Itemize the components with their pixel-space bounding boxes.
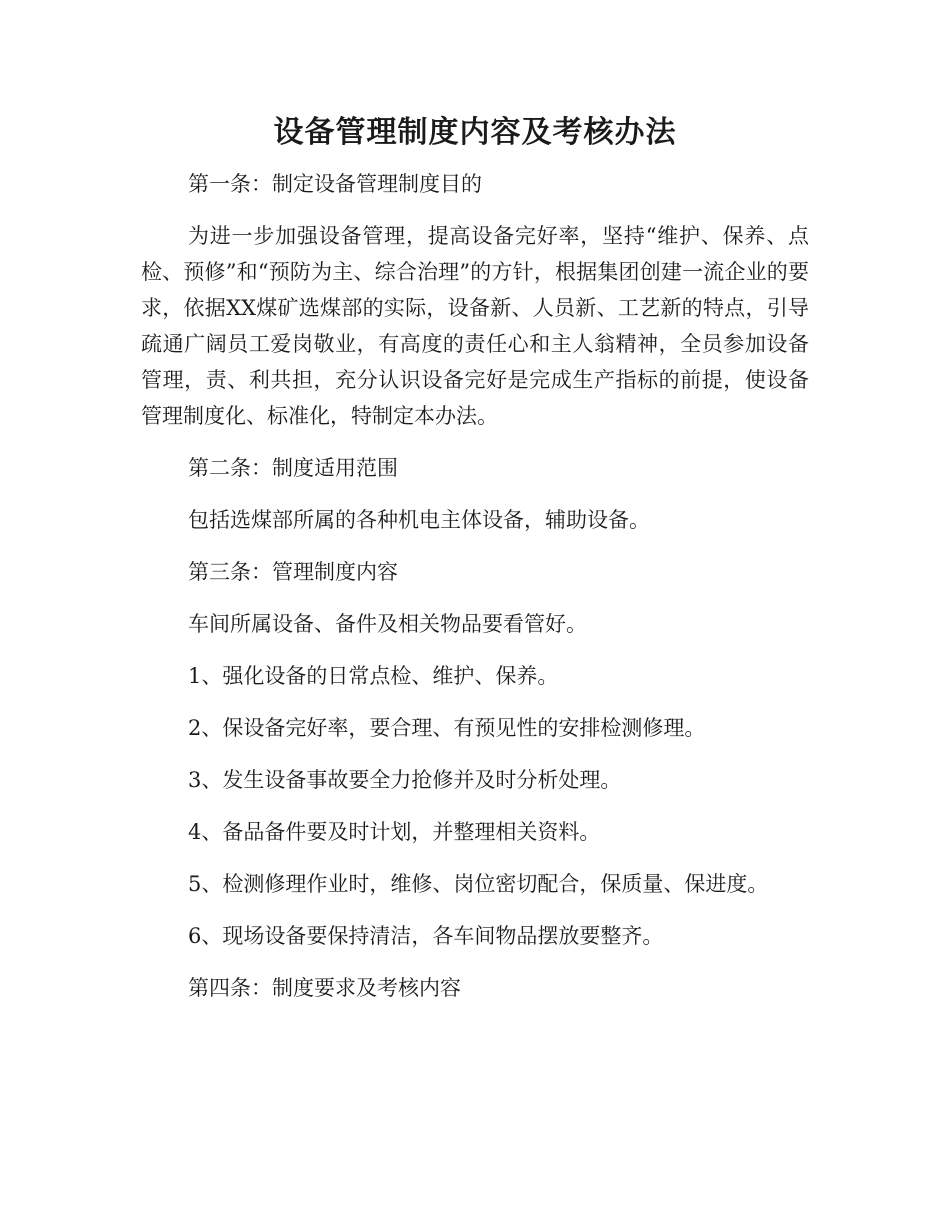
document-title: 设备管理制度内容及考核办法 xyxy=(273,115,677,150)
article-2-heading: 第二条：制度适用范围 xyxy=(188,456,398,480)
article-1-body: 为进一步加强设备管理，提高设备完好率，坚持“维护、保养、点检、预修”和“预防为主、综合治理”的方针，根据集团创建一流企业的要求，依据XX煤矿选煤部的实际，设备新、人员新、工艺新的特点，引导疏通广阔员工爱岗敬业，有高度的责任心和主人翁精神，全员参加设备管理，责、利共担，充分认识设备完好是完成生产指标的前提，使设备管理制度化、标准化，特制定本办法。 xyxy=(141,224,809,428)
list-item: 1、强化设备的日常点检、维护、保养。 xyxy=(188,664,559,688)
document-page xyxy=(141,112,809,1006)
list-item: 6、现场设备要保持清洁，各车间物品摆放要整齐。 xyxy=(188,924,664,948)
list-item: 4、备品备件要及时计划，并整理相关资料。 xyxy=(188,820,601,844)
article-4-heading: 第四条：制度要求及考核内容 xyxy=(188,976,461,1000)
article-3-intro: 车间所属设备、备件及相关物品要看管好。 xyxy=(188,612,587,636)
article-1-heading: 第一条：制定设备管理制度目的 xyxy=(188,172,482,196)
list-item: 2、保设备完好率，要合理、有预见性的安排检测修理。 xyxy=(188,716,706,740)
list-item: 5、检测修理作业时，维修、岗位密切配合，保质量、保进度。 xyxy=(188,872,769,896)
article-3-heading: 第三条：管理制度内容 xyxy=(188,560,398,584)
list-item: 3、发生设备事故要全力抢修并及时分析处理。 xyxy=(188,768,622,792)
article-2-body: 包括选煤部所属的各种机电主体设备，辅助设备。 xyxy=(188,508,650,532)
